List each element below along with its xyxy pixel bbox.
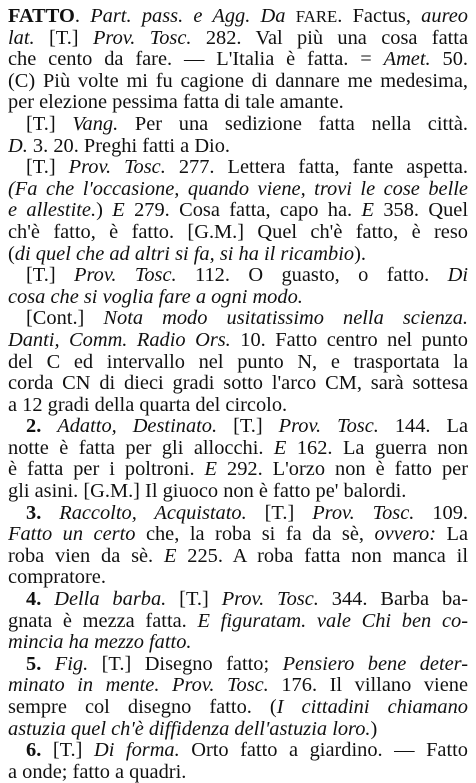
entry-line	[8, 697, 468, 719]
entry-text: aureo	[421, 6, 468, 27]
entry-line	[8, 265, 468, 287]
entry-text: roba vien da sè.	[8, 545, 164, 567]
entry-text: [Cont.]	[26, 308, 104, 330]
entry-text: Danti, Comm. Radio Ors.	[8, 329, 231, 351]
entry-line	[8, 308, 468, 330]
entry-text: lat.	[8, 27, 35, 49]
entry-line	[8, 654, 468, 676]
entry-text: Prov. Tosc.	[92, 27, 192, 49]
entry-text: 2.	[26, 416, 58, 438]
entry-text: (C) Più volte mi fu cagione di dannare me medesima,	[8, 70, 468, 92]
entry-text: [T.]	[26, 265, 75, 287]
entry-text: D.	[8, 135, 28, 157]
entry-text: 3. 20. Preghi fatti a Dio.	[27, 135, 231, 157]
entry-line	[8, 438, 468, 460]
entry-text: Prov. Tosc.	[312, 502, 415, 524]
entry-line	[8, 373, 468, 395]
entry-line	[8, 632, 468, 654]
entry-text: (Fa che l'occasione, quando viene, trovi le cose belle	[8, 178, 468, 200]
entry-text: 282. Val più una cosa fatta	[191, 27, 468, 49]
headword: FATTO	[8, 6, 75, 27]
entry-text: Part. pass. e Agg. Da	[90, 6, 296, 27]
entry-line	[8, 6, 468, 28]
dictionary-entry-fatto	[8, 6, 468, 783]
entry-line	[8, 611, 468, 633]
entry-text: corda CN di dieci gradi sotto l'arco CM, sarà sottesa	[8, 373, 468, 395]
entry-text: 344. Barba ba-	[318, 589, 468, 611]
entry-text: che, la roba si fa da sè,	[135, 524, 375, 546]
entry-text: [T.]	[217, 416, 279, 438]
entry-text: [T.]	[26, 113, 73, 135]
entry-line	[8, 244, 468, 266]
entry-text: 50.	[430, 49, 468, 71]
entry-text: è fatta per i poltroni.	[8, 459, 205, 481]
entry-text: [T.]	[166, 589, 222, 611]
entry-text: Nota modo usitatissimo nella scienza.	[103, 308, 468, 330]
entry-text: del C ed intervallo nel punto N, e trasportata la	[8, 351, 468, 373]
entry-text: 292. L'orzo non è fatto per	[217, 459, 468, 481]
entry-text: che cento da fare. — L'Italia è fatta. =	[8, 49, 384, 71]
entry-text: 176. Il villano viene	[268, 675, 468, 697]
entry-text: Della barba.	[54, 589, 167, 611]
entry-line	[8, 179, 468, 201]
entry-text: compratore.	[8, 567, 106, 589]
entry-text: 162. La guerra non	[286, 437, 468, 459]
entry-line	[8, 71, 468, 93]
entry-text: Fatto un certo	[8, 524, 136, 546]
entry-line	[8, 416, 468, 438]
entry-text: )	[96, 200, 113, 222]
entry-text: Prov. Tosc.	[278, 416, 379, 438]
entry-text: . Factus,	[337, 6, 422, 27]
entry-text: E	[273, 437, 287, 459]
entry-text: [T.]	[34, 27, 93, 49]
entry-line	[8, 762, 468, 783]
entry-text: Fig.	[54, 653, 89, 675]
entry-line	[8, 28, 468, 50]
entry-text: a onde; fatto a quadri.	[8, 761, 187, 783]
entry-text: [T.] Disegno fatto;	[88, 653, 283, 675]
entry-text: Prov. Tosc.	[68, 157, 166, 179]
entry-text: mincia ha mezzo fatto.	[8, 632, 192, 654]
entry-text: 3.	[26, 502, 60, 524]
entry-text: di quel che ad altri si fa, si ha il ricambio	[14, 243, 355, 265]
entry-text: 4.	[26, 589, 55, 611]
entry-line	[8, 287, 468, 309]
entry-text: E figuratam. vale Chi ben co-	[197, 610, 468, 632]
entry-line	[8, 352, 468, 374]
entry-line	[8, 481, 468, 503]
entry-text: [T.]	[26, 157, 69, 179]
entry-line	[8, 589, 468, 611]
entry-text: notte è fatta per gli allocchi.	[8, 437, 274, 459]
entry-text: Di forma.	[93, 740, 180, 762]
entry-line	[8, 524, 468, 546]
entry-line	[8, 740, 468, 762]
entry-text: 109.	[414, 502, 468, 524]
entry-text: La	[436, 524, 468, 546]
entry-text: Di	[447, 265, 468, 287]
entry-text: 5.	[26, 653, 55, 675]
entry-text: FARE	[295, 7, 338, 26]
entry-text: E	[204, 459, 218, 481]
entry-line	[8, 395, 468, 417]
entry-text: Orto fatto a giardino. — Fatto	[179, 740, 468, 762]
entry-text: Prov. Tosc.	[221, 589, 319, 611]
entry-text: 279. Cosa fatta, capo ha.	[124, 200, 362, 222]
entry-line	[8, 136, 468, 158]
entry-text: I cittadini chiamano	[276, 697, 468, 718]
entry-text: ch'è fatto, è fatto. [G.M.] Quel ch'è fatto, è reso	[8, 221, 468, 243]
entry-text: Adatto, Destinato.	[57, 416, 218, 438]
entry-text: E	[112, 200, 125, 222]
entry-text: E	[163, 545, 177, 567]
entry-text: .	[74, 6, 91, 27]
entry-line	[8, 503, 468, 525]
entry-line	[8, 49, 468, 71]
entry-text: a 12 gradi della quarta del circolo.	[8, 394, 288, 416]
entry-text: gnata è mezza fatta.	[8, 610, 198, 632]
entry-line	[8, 546, 468, 568]
entry-text: per elezione pessima fatta di tale amante.	[8, 92, 344, 114]
entry-text: Amet.	[383, 49, 431, 71]
entry-text: E	[361, 200, 374, 222]
entry-text: Per una sedizione fatta nella città.	[118, 113, 468, 135]
entry-text: astuzia quel ch'è diffidenza dell'astuzia loro.	[8, 718, 371, 740]
entry-text: 225. A roba fatta non manca il	[176, 545, 468, 567]
entry-line	[8, 459, 468, 481]
entry-text: 277. Lettera fatta, fante aspetta.	[165, 157, 468, 179]
entry-text: Pensiero bene deter-	[282, 653, 468, 675]
entry-line	[8, 157, 468, 179]
entry-text: Raccolto, Acquistato.	[59, 502, 247, 524]
entry-text: Vang.	[72, 113, 119, 135]
entry-text: Prov. Tosc.	[74, 265, 177, 287]
entry-text: gli asini. [G.M.] Il giuoco non è fatto pe' balordi.	[8, 481, 407, 503]
entry-text: 358. Quel	[373, 200, 468, 222]
entry-text: sempre col disegno fatto. (	[8, 697, 277, 718]
entry-text: 6.	[26, 740, 53, 762]
entry-text: [T.]	[52, 740, 94, 762]
entry-line	[8, 719, 468, 741]
entry-text: e allestite.	[8, 200, 97, 222]
entry-line	[8, 675, 468, 697]
entry-line	[8, 114, 468, 136]
entry-text: 112. O guasto, o fatto.	[176, 265, 448, 287]
entry-text: minato in mente. Prov. Tosc.	[8, 675, 269, 697]
entry-text: 144. La	[378, 416, 468, 438]
entry-text: cosa che si voglia fare a ogni modo.	[8, 286, 303, 308]
entry-line	[8, 330, 468, 352]
entry-line	[8, 200, 468, 222]
entry-line	[8, 567, 468, 589]
entry-line	[8, 222, 468, 244]
entry-text: )	[370, 718, 378, 740]
entry-text: [T.]	[246, 502, 313, 524]
entry-line	[8, 92, 468, 114]
entry-text: (	[8, 243, 15, 265]
entry-text: 10. Fatto centro nel punto	[230, 329, 468, 351]
entry-text: ).	[354, 243, 366, 265]
entry-text: ovvero:	[374, 524, 436, 546]
